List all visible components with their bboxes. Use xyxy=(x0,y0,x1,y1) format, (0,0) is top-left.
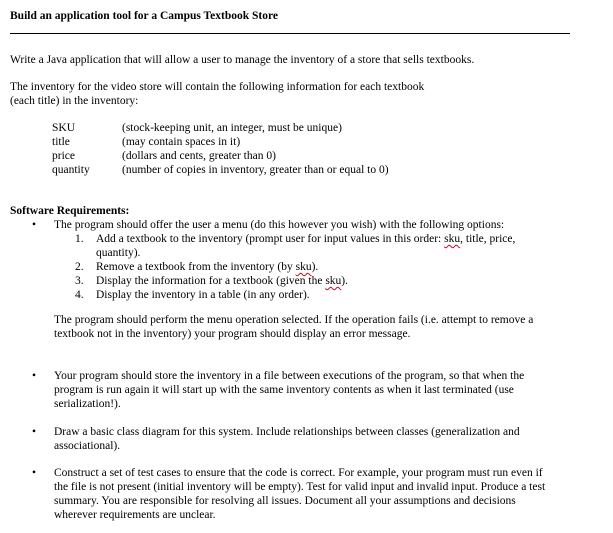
bullet-4-line-1: Construct a set of test cases to ensure that the code is correct. For example, your program must run even if xyxy=(54,467,543,479)
option-text-continued: quantity). xyxy=(96,247,141,259)
field-row xyxy=(52,149,389,163)
option-text-post: ). xyxy=(311,261,319,273)
option-keyword: sku xyxy=(444,233,461,245)
bullet-icon: • xyxy=(31,426,37,438)
bullet-3-line-2: associational). xyxy=(54,440,121,452)
bullet-3-line-1: Draw a basic class diagram for this system. Include relationships between classes (generalization and xyxy=(54,426,520,438)
field-name: quantity xyxy=(52,164,90,176)
field-description: (number of copies in inventory, greater than or equal to 0) xyxy=(122,164,389,176)
field-description: (stock-keeping unit, an integer, must be unique) xyxy=(122,122,342,134)
option-text-pre: Display the information for a textbook (given the xyxy=(96,275,326,287)
bullet-icon: • xyxy=(31,370,37,382)
intro-paragraph: Write a Java application that will allow a user to manage the inventory of a store that sells textbooks. xyxy=(10,54,475,66)
field-description: (may contain spaces in it) xyxy=(122,136,241,148)
field-name: SKU xyxy=(52,122,76,134)
field-name: title xyxy=(52,136,70,148)
menu-option xyxy=(75,274,575,288)
document-title: Build an application tool for a Campus Textbook Store xyxy=(10,10,278,22)
option-text-pre: Add a textbook to the inventory (prompt user for input values in this order: xyxy=(96,233,445,245)
option-number: 3. xyxy=(75,275,84,287)
option-keyword: sku xyxy=(295,261,312,273)
option-number: 1. xyxy=(75,233,84,245)
menu-option xyxy=(75,260,575,274)
menu-option xyxy=(75,288,575,302)
field-name: price xyxy=(52,150,75,162)
inventory-intro-line-2: (each title) in the inventory: xyxy=(10,95,139,107)
title-divider xyxy=(10,33,570,34)
field-row xyxy=(52,163,389,177)
option-text-post: ). xyxy=(341,275,349,287)
bullet-2-line-1: Your program should store the inventory in a file between executions of the program, so that when the xyxy=(54,370,525,382)
field-row xyxy=(52,135,389,149)
menu-option xyxy=(75,232,575,260)
field-row xyxy=(52,121,389,135)
field-description: (dollars and cents, greater than 0) xyxy=(122,150,276,162)
menu-options-list xyxy=(75,232,575,302)
bullet-icon: • xyxy=(31,467,37,479)
bullet-4-line-3: summary. You are responsible for resolving all issues. Document all your assumptions and decisions xyxy=(54,495,516,507)
option-keyword: sku xyxy=(325,275,342,287)
bullet-icon: • xyxy=(31,219,37,231)
option-number: 2. xyxy=(75,261,84,273)
requirements-heading: Software Requirements: xyxy=(10,205,130,217)
bullet-1-para-line-1: The program should perform the menu operation selected. If the operation fails (i.e. attempt to remove a xyxy=(54,314,534,326)
bullet-4-line-4: wherever requirements are unclear. xyxy=(54,509,216,521)
bullet-2-line-2: program is run again it will start up with the same inventory contents as when it last terminated (use xyxy=(54,384,514,396)
option-text-pre: Remove a textbook from the inventory (by xyxy=(96,261,296,273)
option-text-post: , title, price, xyxy=(460,233,516,245)
bullet-2-line-3: serialization!). xyxy=(54,398,121,410)
option-text-pre: Display the inventory in a table (in any order). xyxy=(96,289,310,301)
bullet-1-para-line-2: textbook not in the inventory) your program should display an error message. xyxy=(54,328,411,340)
field-definitions xyxy=(52,121,389,177)
bullet-4-line-2: the file is not present (initial inventory will be empty). Test for valid input and invalid input. Produce a test xyxy=(54,481,546,493)
inventory-intro-line-1: The inventory for the video store will contain the following information for each textbook xyxy=(10,81,425,93)
bullet-1-line-1: The program should offer the user a menu (do this however you wish) with the following options: xyxy=(54,219,505,231)
option-number: 4. xyxy=(75,289,84,301)
